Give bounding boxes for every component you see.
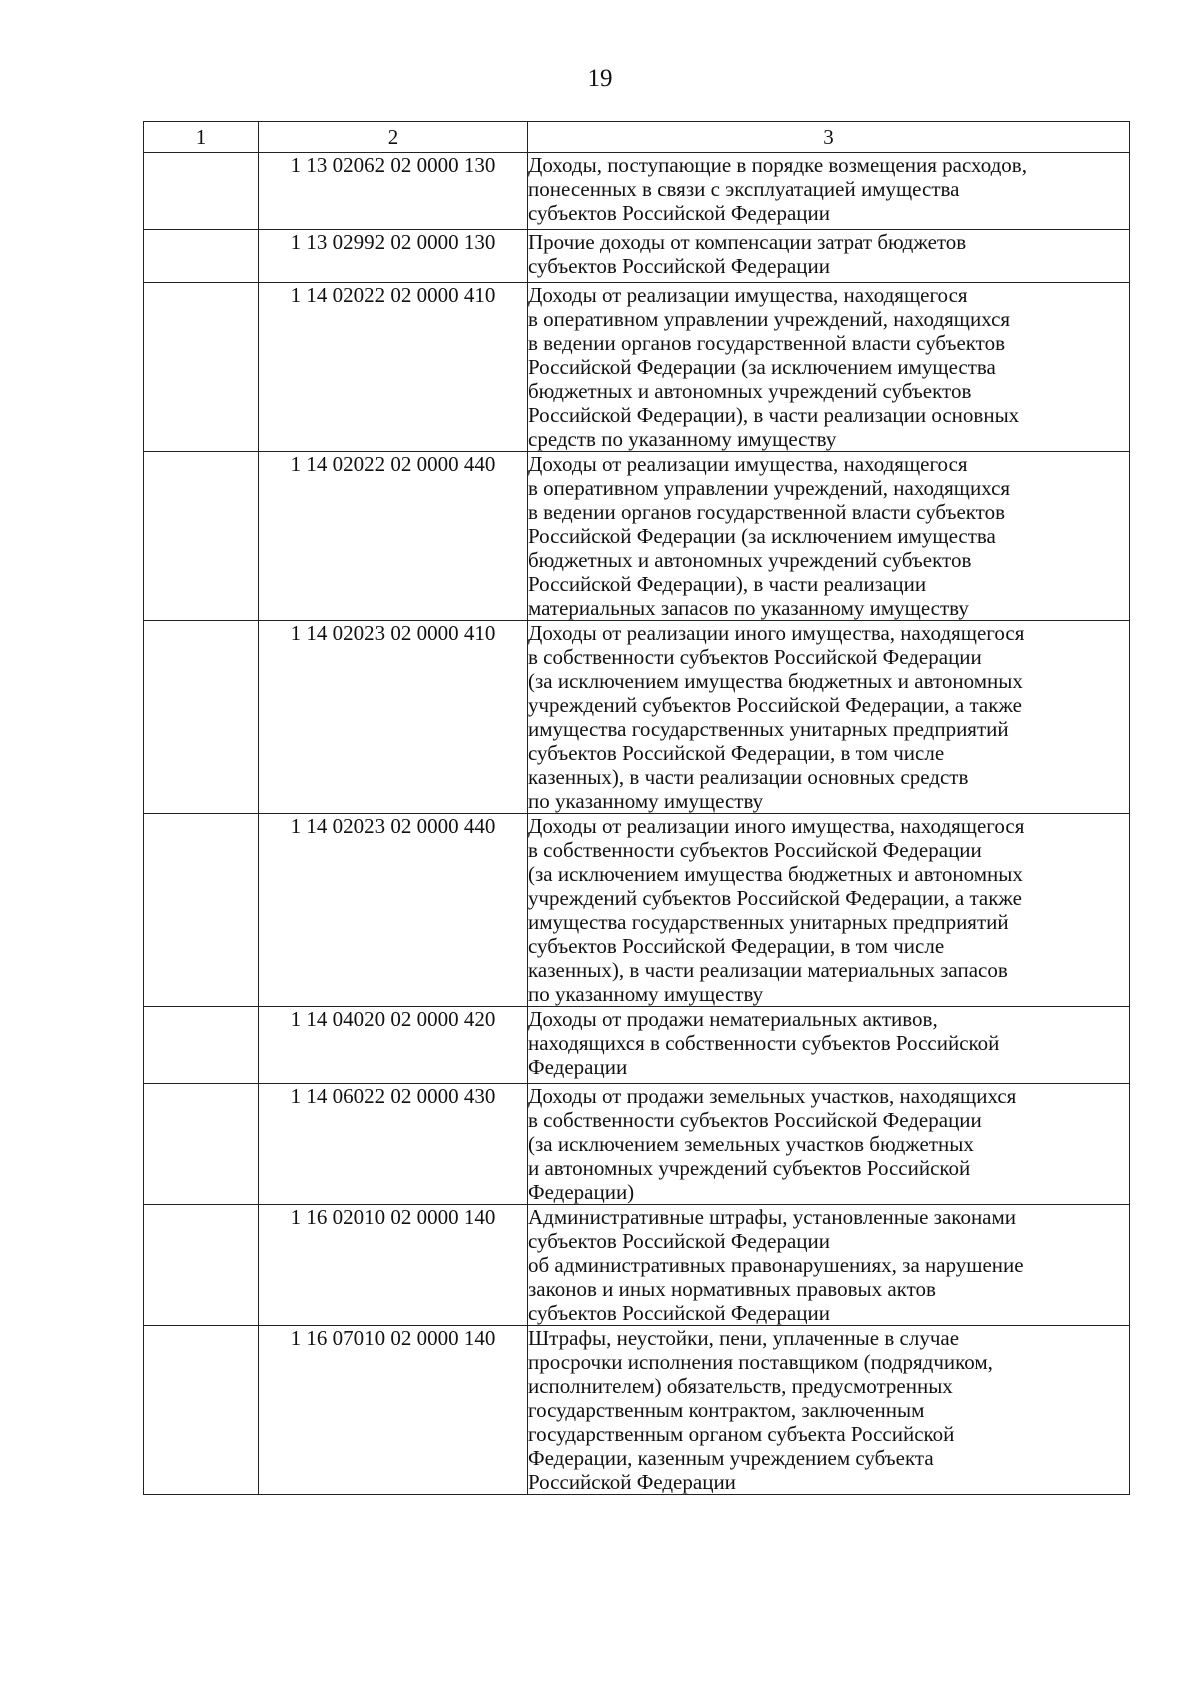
description-line: об административных правонарушениях, за нарушение: [528, 1253, 1024, 1277]
description-line: Доходы, поступающие в порядке возмещения расходов,: [528, 153, 1027, 177]
table-header-row: [144, 122, 1130, 153]
budget-code-cell: 1 14 02022 02 0000 440: [259, 452, 528, 621]
description-cell: [528, 452, 1130, 621]
description-line: Федерации): [528, 1180, 635, 1204]
description-cell: [528, 621, 1130, 814]
row-number-cell: [144, 230, 259, 283]
description-line: имущества государственных унитарных предприятий: [528, 717, 1009, 741]
description-line: Административные штрафы, установленные законами: [528, 1205, 1017, 1229]
description-line: находящихся в собственности субъектов Российской: [528, 1031, 1000, 1055]
description-line: бюджетных и автономных учреждений субъектов: [528, 548, 972, 572]
description-line: в оперативном управлении учреждений, находящихся: [528, 476, 1011, 500]
row-number-cell: [144, 452, 259, 621]
description-line: Доходы от реализации имущества, находящегося: [528, 283, 968, 307]
description-line: субъектов Российской Федерации, в том числе: [528, 934, 945, 958]
description-line: понесенных в связи с эксплуатацией имущества: [528, 177, 960, 201]
description-cell: [528, 283, 1130, 452]
description-cell: [528, 1084, 1130, 1205]
row-number-cell: [144, 1007, 259, 1084]
description-line: субъектов Российской Федерации: [528, 201, 831, 225]
description-line: учреждений субъектов Российской Федерации, а также: [528, 693, 1022, 717]
description-line: и автономных учреждений субъектов Российской: [528, 1156, 971, 1180]
column-header-1: 1: [144, 122, 259, 153]
column-header-3: 3: [528, 122, 1130, 153]
description-line: государственным контрактом, заключенным: [528, 1398, 925, 1422]
table-row: [144, 621, 1130, 814]
row-number-cell: [144, 1205, 259, 1326]
description-line: просрочки исполнения поставщиком (подрядчиком,: [528, 1350, 993, 1374]
description-line: по указанному имуществу: [528, 982, 764, 1006]
description-line: учреждений субъектов Российской Федерации, а также: [528, 886, 1022, 910]
description-line: (за исключением имущества бюджетных и автономных: [528, 669, 1023, 693]
description-cell: [528, 1326, 1130, 1495]
table-body: [144, 153, 1130, 1495]
table-row: [144, 1007, 1130, 1084]
description-line: законов и иных нормативных правовых актов: [528, 1277, 936, 1301]
description-line: государственным органом субъекта Российской: [528, 1422, 955, 1446]
description-line: Российской Федерации (за исключением имущества: [528, 524, 996, 548]
column-header-2: 2: [259, 122, 528, 153]
description-line: в оперативном управлении учреждений, находящихся: [528, 307, 1011, 331]
description-line: имущества государственных унитарных предприятий: [528, 910, 1009, 934]
description-line: Российской Федерации), в части реализации основных: [528, 403, 1020, 427]
budget-code-cell: 1 14 04020 02 0000 420: [259, 1007, 528, 1084]
description-line: по указанному имуществу: [528, 789, 764, 813]
description-line: в собственности субъектов Российской Федерации: [528, 838, 982, 862]
description-cell: [528, 1007, 1130, 1084]
description-line: Доходы от реализации иного имущества, находящегося: [528, 814, 1025, 838]
row-number-cell: [144, 1326, 259, 1495]
description-line: (за исключением земельных участков бюджетных: [528, 1132, 974, 1156]
description-line: субъектов Российской Федерации: [528, 254, 831, 278]
budget-code-cell: 1 16 07010 02 0000 140: [259, 1326, 528, 1495]
table-row: [144, 1205, 1130, 1326]
row-number-cell: [144, 1084, 259, 1205]
table-row: [144, 230, 1130, 283]
budget-code-cell: 1 14 02023 02 0000 440: [259, 814, 528, 1007]
description-line: (за исключением имущества бюджетных и автономных: [528, 862, 1023, 886]
description-line: в ведении органов государственной власти субъектов: [528, 331, 1006, 355]
table-row: [144, 452, 1130, 621]
description-line: субъектов Российской Федерации, в том числе: [528, 741, 945, 765]
description-line: бюджетных и автономных учреждений субъектов: [528, 379, 972, 403]
description-line: Российской Федерации: [528, 1470, 736, 1494]
budget-code-cell: 1 16 02010 02 0000 140: [259, 1205, 528, 1326]
budget-code-cell: 1 13 02992 02 0000 130: [259, 230, 528, 283]
description-line: субъектов Российской Федерации: [528, 1229, 831, 1253]
description-line: материальных запасов по указанному имуществу: [528, 596, 969, 620]
description-cell: [528, 814, 1130, 1007]
table-row: [144, 814, 1130, 1007]
table-row: [144, 1084, 1130, 1205]
description-line: субъектов Российской Федерации: [528, 1301, 831, 1325]
description-line: в ведении органов государственной власти субъектов: [528, 500, 1006, 524]
description-line: Федерации, казенным учреждением субъекта: [528, 1446, 934, 1470]
description-line: Доходы от реализации иного имущества, находящегося: [528, 621, 1025, 645]
description-line: в собственности субъектов Российской Федерации: [528, 645, 982, 669]
description-line: Доходы от продажи нематериальных активов,: [528, 1007, 938, 1031]
description-line: Российской Федерации (за исключением имущества: [528, 355, 996, 379]
description-line: казенных), в части реализации материальных запасов: [528, 958, 1008, 982]
description-line: Федерации: [528, 1055, 628, 1079]
table-row: [144, 1326, 1130, 1495]
description-line: исполнителем) обязательств, предусмотренных: [528, 1374, 953, 1398]
table-row: [144, 283, 1130, 452]
description-line: Штрафы, неустойки, пени, уплаченные в случае: [528, 1326, 960, 1350]
page-number: 19: [587, 65, 613, 92]
budget-code-cell: 1 14 06022 02 0000 430: [259, 1084, 528, 1205]
row-number-cell: [144, 621, 259, 814]
description-line: Прочие доходы от компенсации затрат бюджетов: [528, 230, 967, 254]
description-cell: [528, 153, 1130, 230]
description-line: Доходы от реализации имущества, находящегося: [528, 452, 968, 476]
table-row: [144, 153, 1130, 230]
row-number-cell: [144, 153, 259, 230]
description-cell: [528, 1205, 1130, 1326]
budget-code-cell: 1 14 02023 02 0000 410: [259, 621, 528, 814]
description-line: казенных), в части реализации основных средств: [528, 765, 969, 789]
row-number-cell: [144, 283, 259, 452]
description-line: средств по указанному имуществу: [528, 427, 837, 451]
revenue-codes-table: [143, 121, 1130, 1495]
description-line: Доходы от продажи земельных участков, находящихся: [528, 1084, 1017, 1108]
row-number-cell: [144, 814, 259, 1007]
budget-code-cell: 1 14 02022 02 0000 410: [259, 283, 528, 452]
description-line: Российской Федерации), в части реализации: [528, 572, 927, 596]
description-cell: [528, 230, 1130, 283]
description-line: в собственности субъектов Российской Федерации: [528, 1108, 982, 1132]
budget-code-cell: 1 13 02062 02 0000 130: [259, 153, 528, 230]
